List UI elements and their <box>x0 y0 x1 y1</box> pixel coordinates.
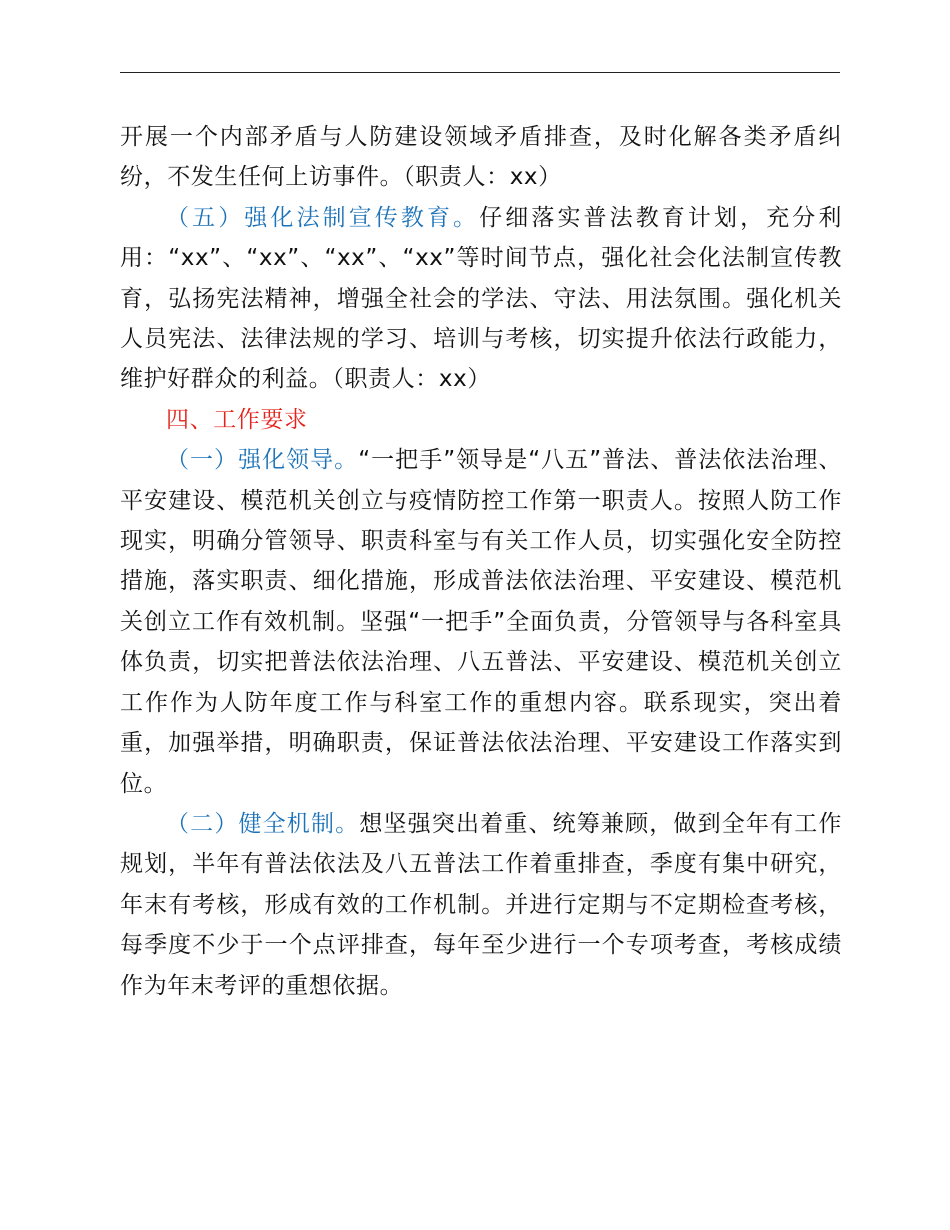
section-heading-text: 四、工作要求 <box>166 406 308 433</box>
subheading-leadership: （一）强化领导。 <box>166 447 359 474</box>
paragraph-legal-education <box>120 198 842 400</box>
paragraph-text: 想坚强突出着重、统筹兼顾，做到全年有工作规划，半年有普法依法及八五普法工作着重排查，季度有集中研究，年末有考核，形成有效的工作机制。并进行定期与不定期检查考核，每季度不少于一个点评排查，每年至少进行一个专项考查，考核成绩作为年末考评的重想依据。 <box>120 810 842 999</box>
section-heading-work-requirements <box>120 400 842 440</box>
paragraph-text: 仔细落实普法教育计划，充分利用：“xx”、“xx”、“xx”、“xx”等时间节点，强化社会化法制宣传教育，弘扬宪法精神，增强全社会的学法、守法、用法氛围。强化机关人员宪法、法律法规的学习、培训与考核，切实提升依法行政能力，维护好群众的利益。（职责人：xx） <box>120 204 842 393</box>
subheading-legal-education: （五）强化法制宣传教育。 <box>166 204 480 231</box>
paragraph-leadership <box>120 440 842 804</box>
paragraph-text: 开展一个内部矛盾与人防建设领域矛盾排查，及时化解各类矛盾纠纷，不发生任何上访事件。（职责人：xx） <box>120 124 842 191</box>
subheading-mechanism: （二）健全机制。 <box>166 810 360 837</box>
paragraph-continuation <box>120 117 842 198</box>
paragraph-text: “一把手”领导是“八五”普法、普法依法治理、平安建设、模范机关创立与疫情防控工作第一职责人。按照人防工作现实，明确分管领导、职责科室与有关工作人员，切实强化安全防控措施，落实职责、细化措施，形成普法依法治理、平安建设、模范机关创立工作有效机制。坚强“一把手”全面负责，分管领导与各科室具体负责，切实把普法依法治理、八五普法、平安建设、模范机关创立工作作为人防年度工作与科室工作的重想内容。联系现实，突出着重，加强举措，明确职责，保证普法依法治理、平安建设工作落实到位。 <box>120 447 842 797</box>
paragraph-mechanism <box>120 804 842 1006</box>
document-body <box>120 117 842 1006</box>
header-rule <box>120 72 840 73</box>
